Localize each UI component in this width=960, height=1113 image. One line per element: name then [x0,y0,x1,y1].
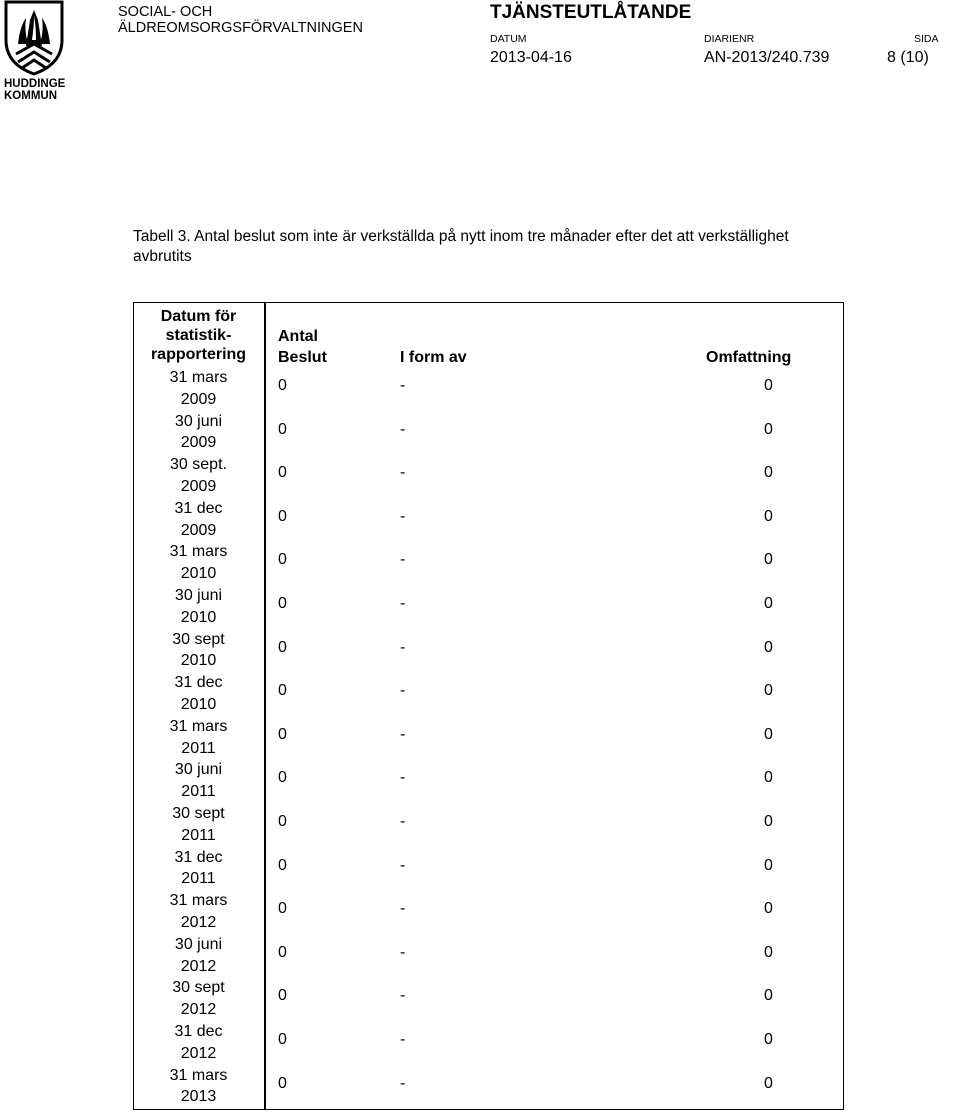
row-date-line2: 2013 [180,1088,217,1106]
row-antal: 0 [278,507,287,525]
row-omfattning: 0 [764,1031,773,1048]
row-antal: 0 [278,856,287,874]
row-date [133,890,264,934]
row-antal: 0 [278,420,287,438]
row-date-line2: 2011 [181,739,216,757]
row-date [133,934,264,978]
row-date-line1: 31 dec [174,499,223,517]
row-omfattning: 0 [764,813,773,830]
header-antal-line2: Beslut [278,349,327,366]
coat-of-arms-icon [4,0,64,76]
date-value: 2013-04-16 [490,49,572,66]
diarienr-label: DIARIENR [704,33,755,45]
row-form: - [400,769,406,787]
row-date-line1: 30 juni [174,587,223,604]
row-form: - [400,551,406,569]
row-antal: 0 [278,900,287,918]
row-form: - [400,813,406,830]
row-antal: 0 [278,595,287,612]
row-omfattning: 0 [764,769,773,787]
row-date-line1: 31 mars [169,543,228,561]
row-date-line2: 2009 [180,434,217,452]
table-row [133,672,844,716]
row-date [133,1021,264,1065]
row-form: - [400,1074,406,1092]
row-form: - [400,900,406,918]
huddinge-logo [0,0,70,110]
row-date-line1: 30 sept [172,979,225,997]
row-date [133,585,264,629]
row-form: - [400,943,406,961]
row-date-line1: 31 mars [169,717,228,735]
row-form: - [400,638,406,656]
row-omfattning: 0 [764,943,773,961]
row-antal: 0 [278,377,287,394]
row-date-line2: 2010 [180,608,217,626]
row-omfattning: 0 [764,638,773,656]
header-date-line2: statistik- [165,327,232,344]
table-row [133,1065,844,1109]
row-date-line2: 2010 [180,695,217,713]
row-date-line2: 2010 [180,652,217,670]
row-date [133,716,264,760]
row-date [133,1065,264,1109]
row-date-line1: 31 dec [174,1023,223,1040]
header-date-line3: rapportering [150,346,247,363]
row-date [133,759,264,803]
row-date-line2: 2011 [181,783,216,801]
diarienr-value: AN-2013/240.739 [704,49,830,66]
header-omfattning: Omfattning [706,349,792,366]
row-antal: 0 [278,987,287,1005]
row-date-line2: 2012 [180,957,217,975]
row-antal: 0 [278,1031,287,1048]
row-antal: 0 [278,813,287,830]
row-date-line1: 30 juni [174,935,223,953]
row-antal: 0 [278,1074,287,1092]
row-omfattning: 0 [764,551,773,569]
row-date-line1: 31 mars [169,369,228,386]
date-label: DATUM [490,33,527,45]
header-antal [278,326,327,368]
row-antal: 0 [278,725,287,743]
row-date-line1: 31 mars [169,1066,228,1084]
table-row [133,367,844,411]
row-omfattning: 0 [764,987,773,1005]
row-date [133,367,264,411]
row-omfattning: 0 [764,507,773,525]
row-antal: 0 [278,682,287,700]
row-date-line2: 2010 [180,565,217,583]
caption-text: Antal beslut som inte är verkställda på nytt inom tre månader efter det att verkställighet avbrutits [133,228,789,265]
table-row [133,934,844,978]
page-value: 8 (10) [887,49,929,66]
header-date [133,307,264,364]
row-date [133,411,264,455]
row-antal: 0 [278,464,287,482]
row-date-line2: 2009 [180,521,217,539]
table-row [133,977,844,1021]
row-date [133,498,264,542]
table-row [133,716,844,760]
row-date-line1: 30 juni [174,761,223,779]
header-form: I form av [400,349,467,366]
row-omfattning: 0 [764,725,773,743]
row-form: - [400,595,406,612]
row-omfattning: 0 [764,464,773,482]
row-antal: 0 [278,638,287,656]
table-row [133,411,844,455]
department-line1: SOCIAL- OCH [118,4,213,20]
row-date-line2: 2009 [180,390,217,408]
table-row [133,847,844,891]
row-form: - [400,1031,406,1048]
row-date-line2: 2011 [181,826,216,844]
logo-text-line2: KOMMUN [4,90,58,102]
header-antal-line1: Antal [278,328,318,345]
table-row [133,454,844,498]
row-omfattning: 0 [764,377,773,394]
decisions-table [133,302,844,1110]
row-date-line2: 2011 [181,870,216,888]
row-omfattning: 0 [764,420,773,438]
row-form: - [400,725,406,743]
row-antal: 0 [278,769,287,787]
row-omfattning: 0 [764,595,773,612]
department-name [118,4,363,36]
row-date-line1: 31 dec [174,674,223,692]
table-row [133,1021,844,1065]
row-date [133,847,264,891]
row-date [133,803,264,847]
row-date [133,977,264,1021]
table-row [133,890,844,934]
row-omfattning: 0 [764,682,773,700]
row-date-line1: 30 sept [172,805,225,822]
row-date [133,454,264,498]
row-omfattning: 0 [764,900,773,918]
row-date-line1: 31 dec [174,848,223,866]
row-antal: 0 [278,551,287,569]
table-row [133,759,844,803]
row-date-line2: 2012 [180,1044,217,1062]
document-type: TJÄNSTEUTLÅTANDE [490,2,692,23]
row-form: - [400,377,406,394]
caption-label: Tabell 3. [133,228,191,245]
row-date-line2: 2009 [180,477,217,495]
row-form: - [400,507,406,525]
table-caption [133,227,833,267]
row-date-line2: 2012 [180,913,217,931]
row-date-line2: 2012 [180,1001,217,1019]
row-date-line1: 30 sept. [170,456,227,474]
row-date [133,672,264,716]
row-form: - [400,682,406,700]
row-omfattning: 0 [764,1074,773,1092]
row-form: - [400,987,406,1005]
row-antal: 0 [278,943,287,961]
row-date [133,629,264,673]
page-label: SIDA [914,33,939,45]
table-row [133,629,844,673]
logo-text-line1: HUDDINGE [4,78,66,90]
row-date-line1: 31 mars [169,892,228,910]
row-omfattning: 0 [764,856,773,874]
row-date-line1: 30 juni [174,412,223,430]
table-row [133,498,844,542]
row-form: - [400,856,406,874]
header-date-line1: Datum för [160,308,237,325]
row-date-line1: 30 sept [172,630,225,648]
row-form: - [400,464,406,482]
table-row [133,541,844,585]
row-date [133,541,264,585]
table-row [133,585,844,629]
row-form: - [400,420,406,438]
table-row [133,803,844,847]
department-line2: ÄLDREOMSORGSFÖRVALTNINGEN [118,20,363,36]
